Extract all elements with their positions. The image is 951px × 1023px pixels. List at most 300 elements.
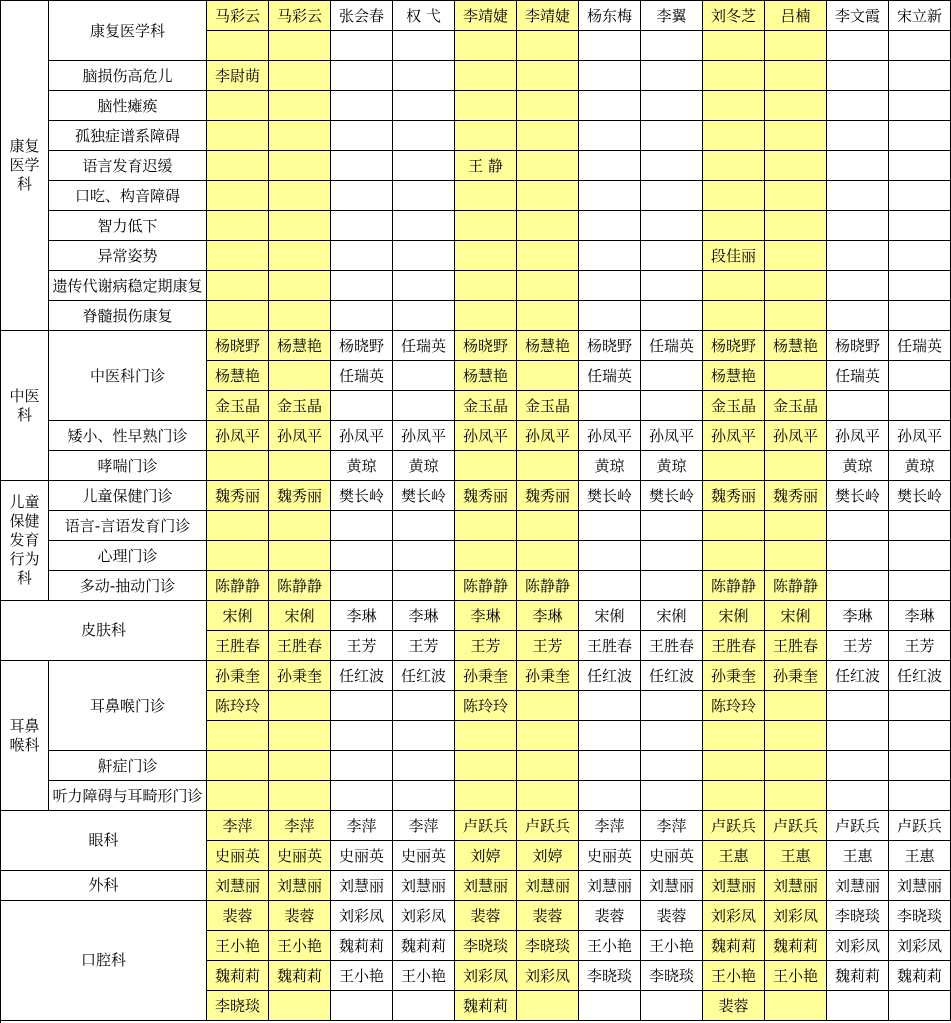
- schedule-cell: [393, 571, 455, 601]
- schedule-cell: [641, 571, 703, 601]
- schedule-cell: [269, 361, 331, 391]
- schedule-cell: [889, 391, 951, 421]
- schedule-cell: [517, 511, 579, 541]
- schedule-cell: [331, 691, 393, 721]
- schedule-cell: 刘慧丽: [517, 871, 579, 901]
- department-label: [1, 661, 49, 811]
- schedule-cell: 黄琼: [393, 451, 455, 481]
- schedule-cell: 刘婷: [455, 841, 517, 871]
- schedule-cell: 陈玲玲: [455, 691, 517, 721]
- schedule-cell: 魏莉莉: [703, 931, 765, 961]
- schedule-cell: [641, 541, 703, 571]
- schedule-cell: 杨慧艳: [765, 331, 827, 361]
- schedule-cell: [765, 151, 827, 181]
- schedule-cell: 陈静静: [455, 571, 517, 601]
- schedule-cell: 宋俐: [207, 601, 269, 631]
- schedule-cell: 卢跃兵: [455, 811, 517, 841]
- schedule-cell: 王惠: [703, 841, 765, 871]
- schedule-cell: [703, 721, 765, 751]
- schedule-cell: [269, 721, 331, 751]
- schedule-cell: [269, 271, 331, 301]
- schedule-cell: 张会春: [331, 1, 393, 31]
- schedule-cell: [269, 151, 331, 181]
- schedule-cell: 刘彩凤: [765, 901, 827, 931]
- schedule-cell: 王 静: [455, 151, 517, 181]
- schedule-cell: 杨慧艳: [269, 331, 331, 361]
- schedule-cell: 卢跃兵: [703, 811, 765, 841]
- schedule-cell: 孙秉奎: [703, 661, 765, 691]
- schedule-cell: [889, 721, 951, 751]
- schedule-cell: 任瑞英: [393, 331, 455, 361]
- schedule-cell: 杨慧艳: [517, 331, 579, 361]
- schedule-cell: 魏秀丽: [517, 481, 579, 511]
- schedule-cell: 黄琼: [889, 451, 951, 481]
- schedule-cell: [393, 511, 455, 541]
- schedule-cell: [579, 301, 641, 331]
- schedule-cell: [269, 511, 331, 541]
- schedule-cell: 陈静静: [269, 571, 331, 601]
- schedule-cell: 孙凤平: [827, 421, 889, 451]
- schedule-cell: 王惠: [765, 841, 827, 871]
- schedule-cell: [207, 781, 269, 811]
- schedule-cell: [641, 211, 703, 241]
- schedule-cell: [207, 301, 269, 331]
- schedule-cell: 刘彩凤: [331, 901, 393, 931]
- schedule-cell: [579, 721, 641, 751]
- schedule-cell: [393, 781, 455, 811]
- schedule-cell: [331, 511, 393, 541]
- schedule-cell: 史丽英: [393, 841, 455, 871]
- schedule-cell: 孙凤平: [703, 421, 765, 451]
- schedule-cell: 宋俐: [703, 601, 765, 631]
- schedule-cell: 段佳丽: [703, 241, 765, 271]
- schedule-cell: [517, 301, 579, 331]
- schedule-cell: 王胜春: [579, 631, 641, 661]
- schedule-cell: 王芳: [393, 631, 455, 661]
- schedule-cell: [393, 31, 455, 61]
- schedule-cell: 魏莉莉: [765, 931, 827, 961]
- schedule-cell: [641, 151, 703, 181]
- schedule-cell: [393, 91, 455, 121]
- schedule-cell: [455, 451, 517, 481]
- schedule-cell: 魏莉莉: [455, 991, 517, 1021]
- schedule-cell: [703, 511, 765, 541]
- schedule-cell: [827, 241, 889, 271]
- department-label-line: 科: [16, 405, 32, 424]
- schedule-cell: 王胜春: [269, 631, 331, 661]
- schedule-cell: 裴蓉: [703, 991, 765, 1021]
- schedule-cell: [393, 991, 455, 1021]
- schedule-cell: 金玉晶: [765, 391, 827, 421]
- schedule-cell: 李晓琰: [517, 931, 579, 961]
- schedule-cell: [393, 541, 455, 571]
- schedule-cell: 刘慧丽: [331, 871, 393, 901]
- schedule-cell: 李琳: [331, 601, 393, 631]
- schedule-cell: [579, 61, 641, 91]
- schedule-cell: [889, 121, 951, 151]
- schedule-cell: [331, 91, 393, 121]
- schedule-cell: [889, 31, 951, 61]
- schedule-cell: [207, 511, 269, 541]
- schedule-cell: 刘彩凤: [455, 961, 517, 991]
- schedule-cell: 杨晓野: [207, 331, 269, 361]
- schedule-cell: [765, 301, 827, 331]
- schedule-cell: 杨东梅: [579, 1, 641, 31]
- schedule-cell: [269, 121, 331, 151]
- schedule-cell: 李晓琰: [579, 961, 641, 991]
- clinic-label: 语言-言语发育门诊: [49, 511, 207, 541]
- schedule-cell: [827, 151, 889, 181]
- schedule-cell: [703, 31, 765, 61]
- schedule-cell: [579, 211, 641, 241]
- schedule-cell: 王小艳: [207, 931, 269, 961]
- schedule-cell: 王胜春: [765, 631, 827, 661]
- schedule-cell: 孙秉奎: [207, 661, 269, 691]
- schedule-cell: [207, 181, 269, 211]
- schedule-cell: 樊长岭: [579, 481, 641, 511]
- schedule-cell: 任瑞英: [331, 361, 393, 391]
- department-label-text: 皮肤科: [80, 621, 126, 639]
- department-label-line: 医学: [9, 156, 40, 174]
- schedule-cell: [393, 751, 455, 781]
- schedule-cell: 刘慧丽: [269, 871, 331, 901]
- schedule-cell: [765, 991, 827, 1021]
- schedule-cell: [579, 751, 641, 781]
- clinic-label: 脑损伤高危儿: [49, 61, 207, 91]
- schedule-cell: 任红波: [641, 661, 703, 691]
- schedule-cell: [579, 271, 641, 301]
- schedule-cell: 任瑞英: [827, 361, 889, 391]
- schedule-cell: [703, 211, 765, 241]
- schedule-cell: [207, 91, 269, 121]
- clinic-label: 脑性瘫痪: [49, 91, 207, 121]
- clinic-label: 脊髓损伤康复: [49, 301, 207, 331]
- schedule-cell: [765, 781, 827, 811]
- schedule-cell: [889, 511, 951, 541]
- schedule-cell: [517, 991, 579, 1021]
- schedule-cell: 樊长岭: [641, 481, 703, 511]
- schedule-cell: [579, 31, 641, 61]
- schedule-cell: [889, 781, 951, 811]
- clinic-label: 儿童保健门诊: [49, 481, 207, 511]
- schedule-cell: [517, 241, 579, 271]
- schedule-cell: [455, 541, 517, 571]
- schedule-cell: [331, 391, 393, 421]
- schedule-cell: [517, 121, 579, 151]
- schedule-cell: [393, 121, 455, 151]
- schedule-cell: 王小艳: [269, 931, 331, 961]
- schedule-cell: 杨晓野: [579, 331, 641, 361]
- schedule-cell: [889, 91, 951, 121]
- schedule-cell: 任红波: [889, 661, 951, 691]
- schedule-cell: [207, 31, 269, 61]
- schedule-cell: [889, 361, 951, 391]
- schedule-cell: [765, 511, 827, 541]
- schedule-cell: 李琳: [517, 601, 579, 631]
- schedule-cell: [393, 151, 455, 181]
- schedule-cell: [331, 781, 393, 811]
- schedule-cell: [207, 151, 269, 181]
- schedule-cell: 魏秀丽: [455, 481, 517, 511]
- schedule-cell: [517, 691, 579, 721]
- schedule-cell: 陈静静: [207, 571, 269, 601]
- schedule-cell: [827, 121, 889, 151]
- schedule-cell: [579, 541, 641, 571]
- department-label: [1, 601, 207, 661]
- schedule-cell: [703, 181, 765, 211]
- schedule-cell: 李琳: [393, 601, 455, 631]
- schedule-cell: [269, 991, 331, 1021]
- schedule-cell: 裴蓉: [207, 901, 269, 931]
- schedule-cell: [579, 991, 641, 1021]
- schedule-cell: [641, 181, 703, 211]
- schedule-cell: [455, 31, 517, 61]
- schedule-cell: 任瑞英: [889, 331, 951, 361]
- schedule-cell: 黄琼: [331, 451, 393, 481]
- schedule-cell: 李萍: [331, 811, 393, 841]
- schedule-cell: [517, 271, 579, 301]
- schedule-cell: 李晓琰: [455, 931, 517, 961]
- schedule-cell: [331, 271, 393, 301]
- schedule-cell: [641, 391, 703, 421]
- schedule-cell: [827, 181, 889, 211]
- schedule-cell: 孙凤平: [455, 421, 517, 451]
- schedule-cell: 杨晓野: [455, 331, 517, 361]
- schedule-cell: 杨慧艳: [703, 361, 765, 391]
- schedule-cell: [269, 61, 331, 91]
- schedule-cell: 金玉晶: [703, 391, 765, 421]
- schedule-cell: 杨晓野: [827, 331, 889, 361]
- schedule-cell: [269, 691, 331, 721]
- schedule-cell: 王芳: [517, 631, 579, 661]
- schedule-cell: 李萍: [207, 811, 269, 841]
- schedule-cell: 史丽英: [641, 841, 703, 871]
- schedule-cell: 任瑞英: [579, 361, 641, 391]
- schedule-cell: [827, 751, 889, 781]
- department-label-line: 康复: [9, 137, 40, 155]
- schedule-cell: 卢跃兵: [765, 811, 827, 841]
- schedule-cell: 刘彩凤: [393, 901, 455, 931]
- schedule-cell: 刘慧丽: [579, 871, 641, 901]
- schedule-cell: [455, 121, 517, 151]
- schedule-cell: 王胜春: [207, 631, 269, 661]
- schedule-cell: 王芳: [455, 631, 517, 661]
- schedule-cell: 李琳: [827, 601, 889, 631]
- schedule-cell: [889, 271, 951, 301]
- schedule-cell: [765, 211, 827, 241]
- schedule-cell: [455, 301, 517, 331]
- schedule-cell: [579, 91, 641, 121]
- schedule-cell: 任红波: [331, 661, 393, 691]
- schedule-cell: [393, 301, 455, 331]
- schedule-cell: [641, 361, 703, 391]
- schedule-cell: [207, 751, 269, 781]
- schedule-cell: [207, 211, 269, 241]
- schedule-cell: [703, 751, 765, 781]
- schedule-cell: [765, 181, 827, 211]
- schedule-cell: 孙凤平: [641, 421, 703, 451]
- schedule-cell: [579, 781, 641, 811]
- schedule-cell: 陈玲玲: [703, 691, 765, 721]
- schedule-cell: 宋立新: [889, 1, 951, 31]
- department-label-line: 中医: [9, 386, 40, 405]
- schedule-cell: 李晓琰: [641, 961, 703, 991]
- schedule-cell: [207, 451, 269, 481]
- schedule-cell: 王小艳: [393, 961, 455, 991]
- schedule-cell: [827, 391, 889, 421]
- schedule-cell: [207, 541, 269, 571]
- schedule-cell: [889, 181, 951, 211]
- schedule-cell: [579, 121, 641, 151]
- schedule-cell: [641, 301, 703, 331]
- clinic-label: 心理门诊: [49, 541, 207, 571]
- schedule-cell: [269, 241, 331, 271]
- schedule-cell: 王小艳: [579, 931, 641, 961]
- schedule-cell: 李琳: [889, 601, 951, 631]
- schedule-cell: 史丽英: [579, 841, 641, 871]
- schedule-cell: 陈静静: [517, 571, 579, 601]
- schedule-cell: 吕楠: [765, 1, 827, 31]
- schedule-cell: [827, 271, 889, 301]
- schedule-cell: [827, 301, 889, 331]
- schedule-cell: [889, 61, 951, 91]
- schedule-cell: [889, 571, 951, 601]
- schedule-cell: [455, 271, 517, 301]
- schedule-cell: [765, 721, 827, 751]
- schedule-cell: [269, 91, 331, 121]
- schedule-cell: [517, 361, 579, 391]
- schedule-cell: 刘慧丽: [827, 871, 889, 901]
- schedule-cell: 黄琼: [827, 451, 889, 481]
- schedule-cell: 权 弋: [393, 1, 455, 31]
- schedule-cell: [641, 241, 703, 271]
- department-label-line: 发育: [9, 531, 40, 549]
- schedule-cell: [765, 241, 827, 271]
- schedule-cell: 李靖婕: [517, 1, 579, 31]
- department-label-line: 科: [16, 569, 32, 587]
- schedule-cell: [579, 691, 641, 721]
- schedule-cell: [641, 31, 703, 61]
- schedule-cell: [827, 571, 889, 601]
- schedule-cell: [827, 691, 889, 721]
- schedule-cell: [703, 61, 765, 91]
- schedule-cell: 孙秉奎: [765, 661, 827, 691]
- schedule-cell: [393, 361, 455, 391]
- schedule-cell: [889, 991, 951, 1021]
- department-label: [1, 1, 49, 331]
- schedule-cell: [269, 211, 331, 241]
- schedule-cell: [269, 181, 331, 211]
- schedule-cell: [331, 241, 393, 271]
- schedule-cell: 黄琼: [579, 451, 641, 481]
- schedule-cell: [393, 691, 455, 721]
- schedule-cell: 金玉晶: [517, 391, 579, 421]
- schedule-cell: [579, 181, 641, 211]
- schedule-cell: 刘慧丽: [765, 871, 827, 901]
- schedule-cell: [827, 721, 889, 751]
- schedule-cell: 王小艳: [331, 961, 393, 991]
- schedule-cell: [703, 91, 765, 121]
- schedule-cell: [641, 781, 703, 811]
- schedule-cell: 刘婷: [517, 841, 579, 871]
- schedule-cell: [207, 241, 269, 271]
- schedule-cell: 孙凤平: [393, 421, 455, 451]
- schedule-cell: [393, 211, 455, 241]
- schedule-cell: 任红波: [579, 661, 641, 691]
- schedule-cell: 魏秀丽: [207, 481, 269, 511]
- schedule-cell: [517, 61, 579, 91]
- schedule-cell: [827, 511, 889, 541]
- schedule-cell: 裴蓉: [269, 901, 331, 931]
- schedule-cell: 李萍: [393, 811, 455, 841]
- clinic-label: 语言发育迟缓: [49, 151, 207, 181]
- schedule-cell: [269, 781, 331, 811]
- schedule-cell: 卢跃兵: [827, 811, 889, 841]
- schedule-cell: [455, 241, 517, 271]
- schedule-cell: 王芳: [889, 631, 951, 661]
- schedule-cell: 史丽英: [331, 841, 393, 871]
- schedule-cell: 李翼: [641, 1, 703, 31]
- schedule-cell: [393, 181, 455, 211]
- schedule-cell: [889, 751, 951, 781]
- department-label-text: 口腔科: [80, 951, 126, 969]
- schedule-cell: 樊长岭: [331, 481, 393, 511]
- schedule-cell: [641, 991, 703, 1021]
- schedule-cell: 孙凤平: [207, 421, 269, 451]
- schedule-cell: 陈静静: [765, 571, 827, 601]
- clinic-label: 矮小、性早熟门诊: [49, 421, 207, 451]
- department-label-line: 喉科: [9, 735, 40, 754]
- department-label-line: 耳鼻: [9, 716, 40, 735]
- schedule-cell: 刘慧丽: [393, 871, 455, 901]
- schedule-cell: [269, 301, 331, 331]
- department-label: [1, 481, 49, 601]
- schedule-cell: 裴蓉: [455, 901, 517, 931]
- schedule-cell: [703, 151, 765, 181]
- schedule-cell: [765, 121, 827, 151]
- schedule-cell: [889, 301, 951, 331]
- schedule-cell: 王惠: [889, 841, 951, 871]
- department-label-text: 眼科: [88, 831, 119, 849]
- schedule-cell: 刘慧丽: [703, 871, 765, 901]
- schedule-cell: [207, 271, 269, 301]
- schedule-cell: 王惠: [827, 841, 889, 871]
- schedule-cell: [331, 151, 393, 181]
- schedule-cell: 魏秀丽: [703, 481, 765, 511]
- schedule-cell: 史丽英: [269, 841, 331, 871]
- schedule-cell: 宋俐: [765, 601, 827, 631]
- schedule-cell: [703, 451, 765, 481]
- department-label-line: 儿童: [9, 493, 40, 511]
- clinic-label: 哮喘门诊: [49, 451, 207, 481]
- schedule-cell: 李萍: [641, 811, 703, 841]
- schedule-cell: [393, 271, 455, 301]
- schedule-cell: [517, 211, 579, 241]
- schedule-cell: 宋俐: [269, 601, 331, 631]
- schedule-cell: 王小艳: [703, 961, 765, 991]
- clinic-label: 中医科门诊: [49, 331, 207, 421]
- schedule-cell: [331, 751, 393, 781]
- schedule-cell: 马彩云: [207, 1, 269, 31]
- clinic-label: 耳鼻喉门诊: [49, 661, 207, 751]
- schedule-cell: 王胜春: [703, 631, 765, 661]
- clinic-label: 异常姿势: [49, 241, 207, 271]
- schedule-cell: [331, 31, 393, 61]
- schedule-cell: [455, 91, 517, 121]
- clinic-label: 多动-抽动门诊: [49, 571, 207, 601]
- schedule-cell: [455, 211, 517, 241]
- schedule-cell: [889, 691, 951, 721]
